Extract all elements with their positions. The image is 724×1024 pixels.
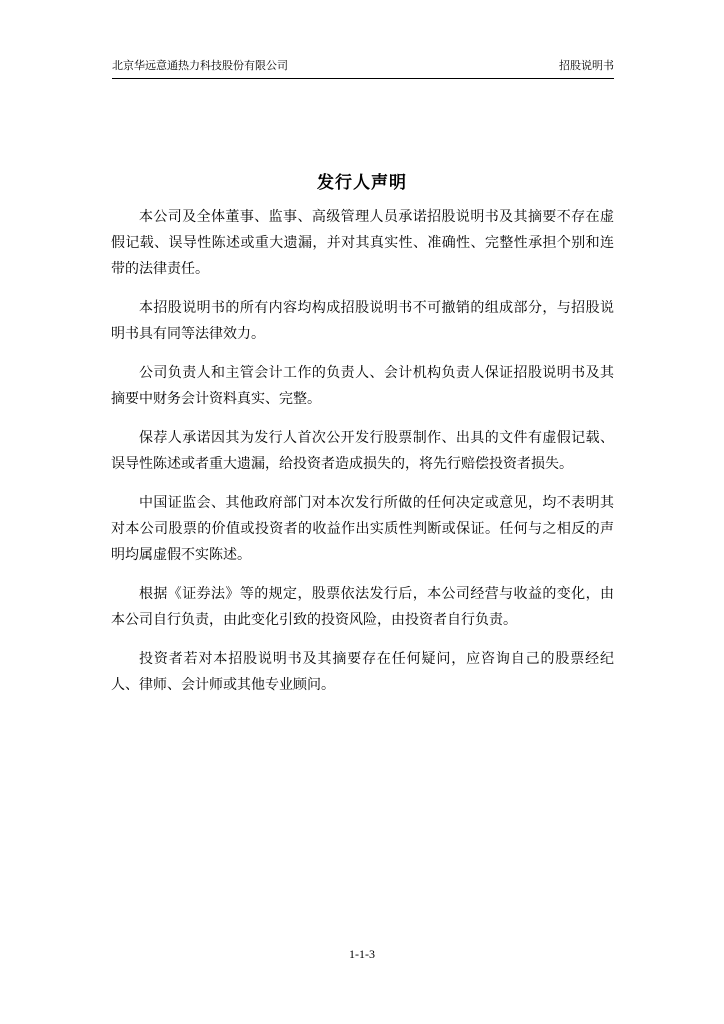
paragraph-5: 中国证监会、其他政府部门对本次发行所做的任何决定或意见，均不表明其对本公司股票的价值或投资者的收益作出实质性判断或保证。任何与之相反的声明均属虚假不实陈述。	[111, 495, 614, 563]
declaration-body	[111, 204, 614, 711]
paragraph-6: 根据《证券法》等的规定，股票依法发行后，本公司经营与收益的变化，由本公司自行负责，由此变化引致的投资风险，由投资者自行负责。	[111, 586, 614, 628]
paragraph-2: 本招股说明书的所有内容均构成招股说明书不可撤销的组成部分，与招股说明书具有同等法律效力。	[111, 300, 614, 342]
paragraph-3: 公司负责人和主管会计工作的负责人、会计机构负责人保证招股说明书及其摘要中财务会计资料真实、完整。	[111, 365, 614, 407]
page-number: 1-1-3	[349, 947, 375, 961]
header-company-name: 北京华远意通热力科技股份有限公司	[112, 59, 288, 72]
header-document-type: 招股说明书	[559, 59, 614, 72]
paragraph-4: 保荐人承诺因其为发行人首次公开发行股票制作、出具的文件有虚假记载、误导性陈述或者重大遗漏，给投资者造成损失的，将先行赔偿投资者损失。	[111, 430, 614, 472]
paragraph-1: 本公司及全体董事、监事、高级管理人员承诺招股说明书及其摘要不存在虚假记载、误导性陈述或重大遗漏，并对其真实性、准确性、完整性承担个别和连带的法律责任。	[111, 209, 614, 277]
paragraph-7: 投资者若对本招股说明书及其摘要存在任何疑问，应咨询自己的股票经纪人、律师、会计师或其他专业顾问。	[111, 651, 614, 693]
page-title: 发行人声明	[317, 173, 407, 193]
page-header	[112, 57, 614, 79]
